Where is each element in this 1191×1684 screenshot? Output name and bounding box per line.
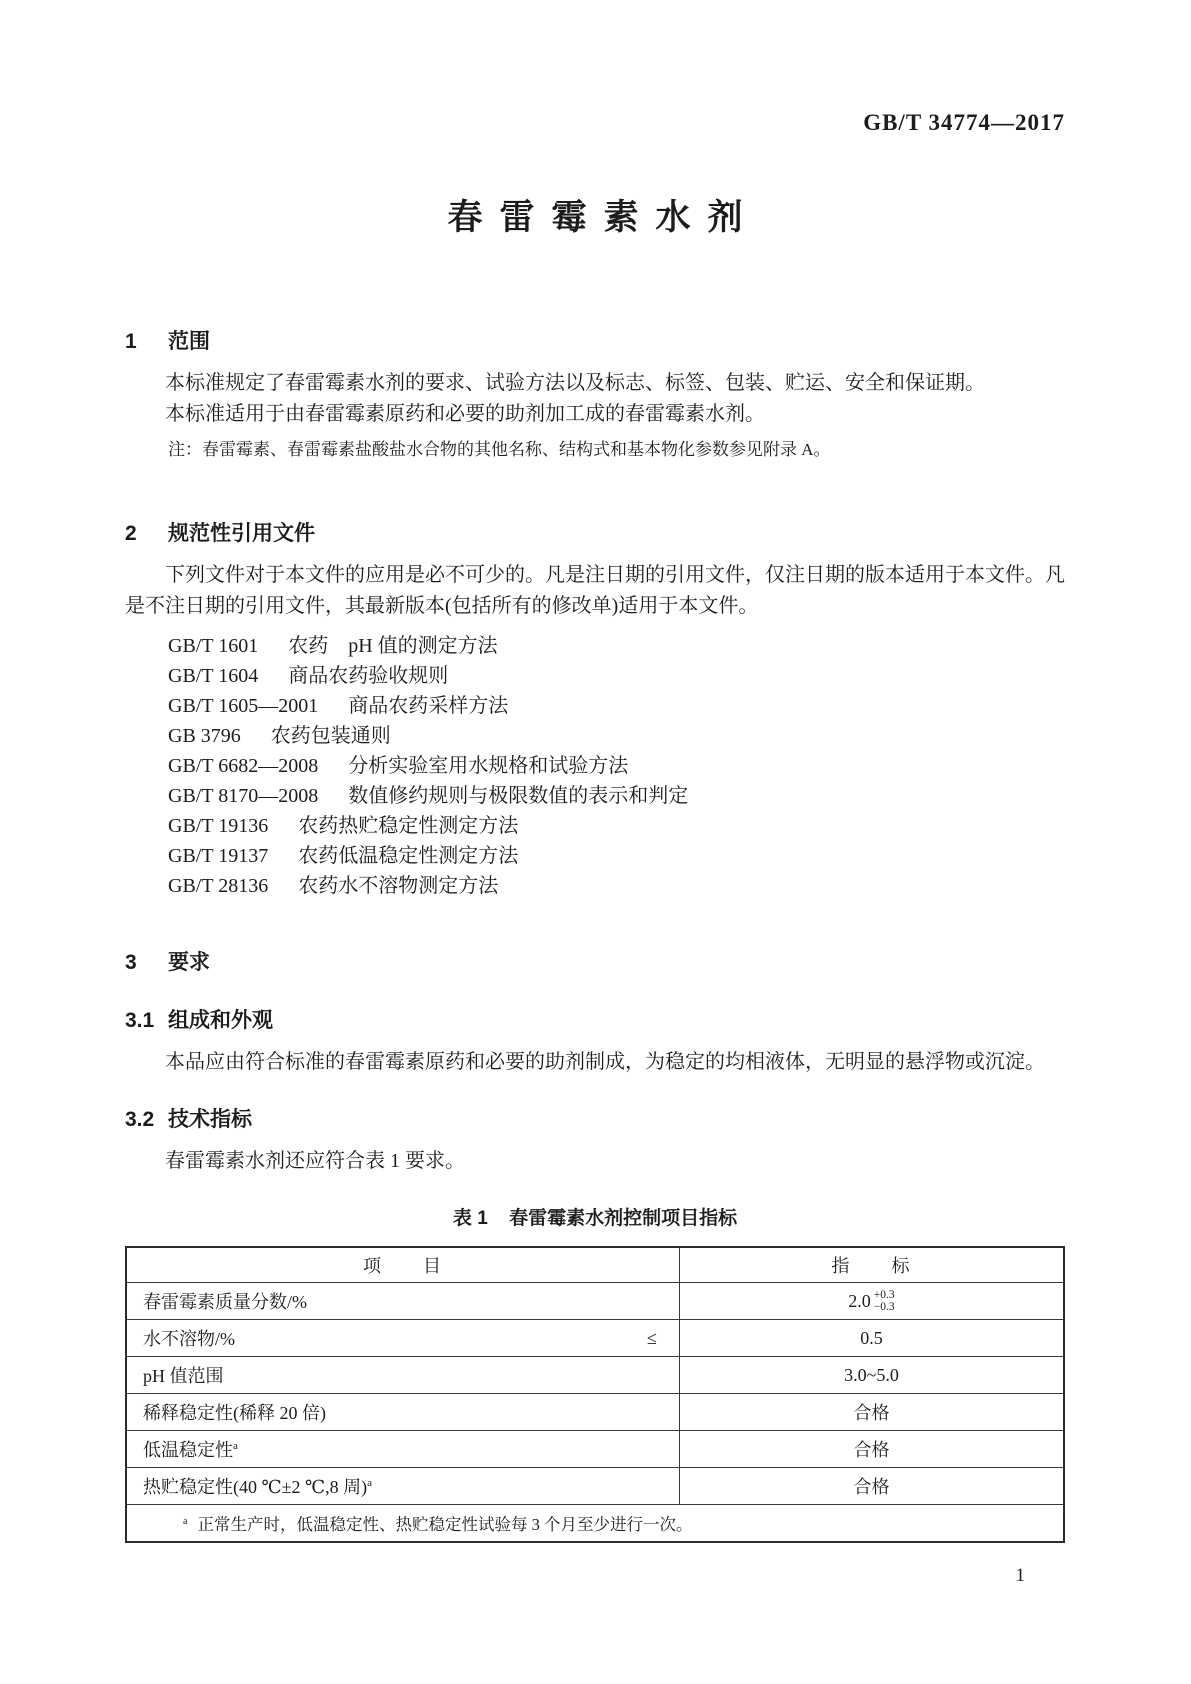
section-1-number: 1 <box>125 330 137 353</box>
table-row <box>126 1283 1064 1320</box>
row-value-dilution-stability: 合格 <box>679 1394 1064 1431</box>
row-value-heat-storage-stability: 合格 <box>679 1468 1064 1505</box>
row-item-heat-storage-stability <box>126 1468 679 1505</box>
row-value-low-temp-stability: 合格 <box>679 1431 1064 1468</box>
row-item-dilution-stability <box>126 1394 679 1431</box>
reference-item <box>168 751 1065 781</box>
footnote-marker: a <box>367 1477 373 1489</box>
table-1-caption-title: 春雷霉素水剂控制项目指标 <box>509 1208 738 1229</box>
section-1-paragraph-2: 本标准适用于由春雷霉素原药和必要的助剂加工成的春雷霉素水剂。 <box>165 403 765 425</box>
normative-references-list <box>125 631 1065 901</box>
section-3-2-heading <box>125 1108 1065 1132</box>
section-3-2-paragraph-1: 春雷霉素水剂还应符合表 1 要求。 <box>165 1150 465 1172</box>
table-row <box>126 1320 1064 1357</box>
tolerance-upper: +0.3 <box>873 1289 895 1301</box>
reference-item <box>168 721 1065 751</box>
reference-title: 农药水不溶物测定方法 <box>298 875 499 897</box>
table-row <box>126 1394 1064 1431</box>
reference-item <box>168 871 1065 901</box>
tolerance-base: 2.0 <box>848 1290 871 1311</box>
table-header-row <box>126 1247 1064 1283</box>
document-title: 春雷霉素水剂 <box>447 198 760 237</box>
reference-item <box>168 781 1065 811</box>
section-1-heading <box>125 330 1065 354</box>
section-3-2-title: 技术指标 <box>168 1108 252 1131</box>
section-2-number: 2 <box>125 522 137 545</box>
row-value-mass-fraction <box>679 1283 1064 1320</box>
reference-code: GB/T 8170—2008 <box>168 785 319 807</box>
reference-item <box>168 811 1065 841</box>
reference-code: GB/T 19137 <box>168 845 269 867</box>
reference-title: 数值修约规则与极限数值的表示和判定 <box>348 785 689 807</box>
section-1-note: 注：春雷霉素、春雷霉素盐酸盐水合物的其他名称、结构式和基本物化参数参见附录 A。 <box>168 440 831 459</box>
tolerance-lower: −0.3 <box>873 1301 895 1313</box>
table-1-control-indexes <box>125 1246 1065 1543</box>
table-row <box>126 1431 1064 1468</box>
column-header-item: 项 目 <box>126 1247 679 1283</box>
section-3-1-number: 3.1 <box>125 1009 155 1032</box>
section-3-number: 3 <box>125 951 137 974</box>
section-2-title: 规范性引用文件 <box>168 522 315 545</box>
section-3-2-number: 3.2 <box>125 1108 155 1131</box>
table-footnote <box>126 1505 1064 1543</box>
row-item-label: 稀释稳定性(稀释 20 倍) <box>143 1403 326 1423</box>
row-item-label: pH 值范围 <box>143 1366 224 1386</box>
reference-code: GB/T 19136 <box>168 815 269 837</box>
reference-code: GB/T 6682—2008 <box>168 755 319 777</box>
row-item-label: 水不溶物/% <box>143 1329 235 1349</box>
column-header-index: 指 标 <box>679 1247 1064 1283</box>
table-footnote-row <box>126 1505 1064 1543</box>
section-1-title: 范围 <box>168 330 210 353</box>
row-item-mass-fraction <box>126 1283 679 1320</box>
row-value-water-insoluble: 0.5 <box>679 1320 1064 1357</box>
section-2-heading <box>125 522 1065 546</box>
reference-title: 农药 pH 值的测定方法 <box>288 635 498 657</box>
reference-item <box>168 661 1065 691</box>
row-item-ph-range <box>126 1357 679 1394</box>
reference-item <box>168 631 1065 661</box>
reference-code: GB/T 1605—2001 <box>168 695 319 717</box>
table-1-caption <box>125 1203 1065 1230</box>
page-number: 1 <box>1015 1565 1025 1586</box>
table-row <box>126 1468 1064 1505</box>
section-3-heading <box>125 951 1065 975</box>
footnote-marker: a <box>183 1515 188 1527</box>
row-item-water-insoluble <box>126 1320 679 1357</box>
footnote-text: 正常生产时，低温稳定性、热贮稳定性试验每 3 个月至少进行一次。 <box>197 1515 693 1534</box>
row-item-label: 热贮稳定性(40 ℃±2 ℃,8 周) <box>143 1477 368 1497</box>
section-3-title: 要求 <box>168 951 210 974</box>
row-item-label: 低温稳定性 <box>143 1440 233 1460</box>
footnote-marker: a <box>233 1440 238 1452</box>
reference-item <box>168 691 1065 721</box>
row-value-ph-range: 3.0~5.0 <box>679 1357 1064 1394</box>
reference-title: 分析实验室用水规格和试验方法 <box>348 755 629 777</box>
less-than-or-equal-symbol: ≤ <box>647 1327 657 1348</box>
reference-title: 农药包装通则 <box>270 725 391 747</box>
reference-title: 商品农药采样方法 <box>348 695 509 717</box>
reference-code: GB/T 1601 <box>168 635 259 657</box>
standard-code-header: GB/T 34774—2017 <box>863 110 1065 135</box>
tolerance-value <box>848 1289 894 1313</box>
section-1-paragraph-1: 本标准规定了春雷霉素水剂的要求、试验方法以及标志、标签、包装、贮运、安全和保证期。 <box>165 372 985 394</box>
reference-code: GB/T 1604 <box>168 665 259 687</box>
reference-code: GB 3796 <box>168 725 241 747</box>
row-item-label: 春雷霉素质量分数/% <box>143 1292 307 1312</box>
section-3-1-heading <box>125 1009 1065 1033</box>
table-row <box>126 1357 1064 1394</box>
reference-title: 农药低温稳定性测定方法 <box>298 845 519 867</box>
reference-item <box>168 841 1065 871</box>
section-3-1-paragraph-1: 本品应由符合标准的春雷霉素原药和必要的助剂制成，为稳定的均相液体，无明显的悬浮物或沉淀。 <box>165 1051 1045 1073</box>
table-1-caption-number: 表 1 <box>452 1208 488 1229</box>
section-3-1-title: 组成和外观 <box>168 1009 273 1032</box>
reference-title: 商品农药验收规则 <box>288 665 449 687</box>
section-2-paragraph-1: 下列文件对于本文件的应用是必不可少的。凡是注日期的引用文件，仅注日期的版本适用于本文件。凡是不注日期的引用文件，其最新版本(包括所有的修改单)适用于本文件。 <box>125 564 1065 617</box>
reference-title: 农药热贮稳定性测定方法 <box>298 815 519 837</box>
row-item-low-temp-stability <box>126 1431 679 1468</box>
reference-code: GB/T 28136 <box>168 875 269 897</box>
